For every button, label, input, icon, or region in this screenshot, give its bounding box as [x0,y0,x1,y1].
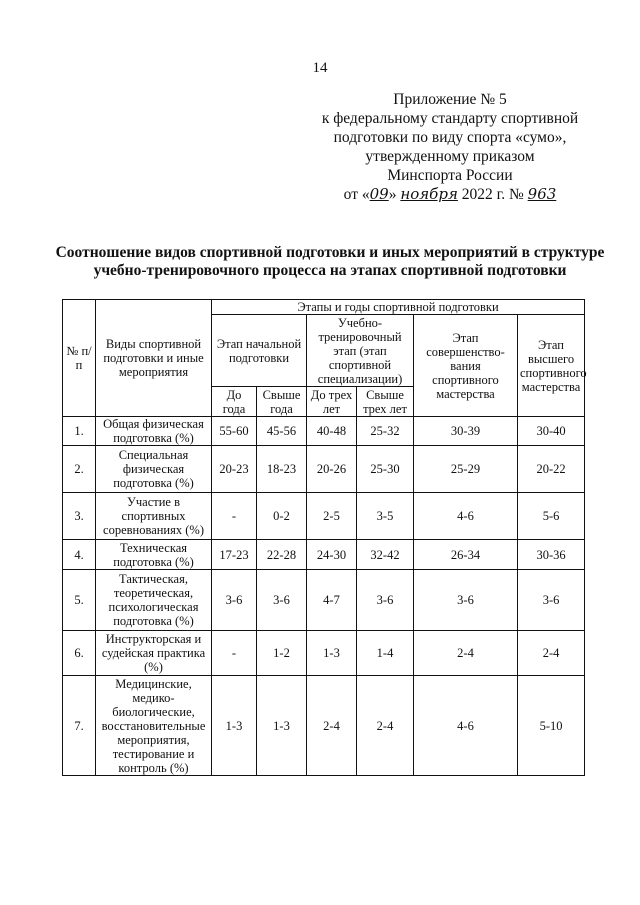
cell-value: 3-6 [357,570,414,631]
cell-value: 3-5 [357,493,414,540]
row-name: Медицинские, медико-биологические, восстановительные мероприятия, тестирование и контроль (%) [96,676,212,776]
header-over-three: Свыше трех лет [357,387,414,417]
header-up-to-year: До года [212,387,257,417]
cell-value: 30-40 [518,417,585,446]
appendix-block [300,90,600,204]
cell-value: 3-6 [414,570,518,631]
date-prefix: от « [343,186,370,203]
cell-value: 1-4 [357,631,414,676]
cell-value: 1-3 [212,676,257,776]
cell-value: 4-6 [414,493,518,540]
row-name: Тактическая, теоретическая, психологическая подготовка (%) [96,570,212,631]
table-row [63,446,585,493]
row-num: 6. [63,631,96,676]
row-num: 3. [63,493,96,540]
row-num: 1. [63,417,96,446]
date-mid: » [388,186,397,203]
title-line-1: Соотношение видов спортивной подготовки и иных мероприятий в структуре [55,244,605,261]
row-num: 5. [63,570,96,631]
title-line-2: учебно-тренировочного процесса на этапах спортивной подготовки [93,262,567,279]
cell-value: 25-29 [414,446,518,493]
appendix-line-4: утвержденному приказом [365,148,535,165]
cell-value: - [212,493,257,540]
table-row [63,540,585,570]
cell-value: 24-30 [307,540,357,570]
document-title [40,244,620,280]
appendix-line-1: Приложение № 5 [393,91,507,108]
cell-value: 3-6 [212,570,257,631]
appendix-line-3: подготовки по виду спорта «сумо», [333,129,567,146]
cell-value: 45-56 [257,417,307,446]
table-row [63,631,585,676]
cell-value: 3-6 [518,570,585,631]
cell-value: 1-3 [257,676,307,776]
row-num: 2. [63,446,96,493]
cell-value: 20-26 [307,446,357,493]
cell-value: 55-60 [212,417,257,446]
header-kind: Виды спортивной подготовки и иные мероприятия [96,300,212,417]
cell-value: 30-39 [414,417,518,446]
training-ratio-table [62,299,585,776]
table-row [63,417,585,446]
header-num: № п/п [63,300,96,417]
order-number: 963 [527,185,557,203]
header-stages: Этапы и годы спортивной подготовки [212,300,585,315]
cell-value: 1-2 [257,631,307,676]
header-improvement-stage: Этап совершенство-вания спортивного мастерства [414,315,518,417]
cell-value: 22-28 [257,540,307,570]
cell-value: 30-36 [518,540,585,570]
row-name: Техническая подготовка (%) [96,540,212,570]
date-day: 09 [369,185,389,203]
appendix-date-line [300,185,600,204]
header-higher-stage: Этап высшего спортивного мастерства [518,315,585,417]
cell-value: 5-10 [518,676,585,776]
row-num: 4. [63,540,96,570]
row-name: Участие в спортивных соревнованиях (%) [96,493,212,540]
appendix-line-5: Минспорта России [387,167,513,184]
header-training-stage: Учебно-тренировочный этап (этап спортивной специализации) [307,315,414,387]
cell-value: - [212,631,257,676]
row-name: Инструкторская и судейская практика (%) [96,631,212,676]
row-name: Специальная физическая подготовка (%) [96,446,212,493]
cell-value: 4-7 [307,570,357,631]
cell-value: 17-23 [212,540,257,570]
cell-value: 25-30 [357,446,414,493]
cell-value: 3-6 [257,570,307,631]
table-row [63,570,585,631]
cell-value: 18-23 [257,446,307,493]
cell-value: 20-23 [212,446,257,493]
cell-value: 2-5 [307,493,357,540]
row-num: 7. [63,676,96,776]
date-month: ноября [400,185,458,203]
cell-value: 2-4 [357,676,414,776]
cell-value: 2-4 [307,676,357,776]
table-row [63,493,585,540]
page-number: 14 [312,60,328,76]
cell-value: 2-4 [414,631,518,676]
header-over-year: Свыше года [257,387,307,417]
cell-value: 32-42 [357,540,414,570]
cell-value: 5-6 [518,493,585,540]
cell-value: 1-3 [307,631,357,676]
cell-value: 2-4 [518,631,585,676]
header-initial-stage: Этап начальной подготовки [212,315,307,387]
table-row [63,676,585,776]
header-row-1 [63,300,585,315]
date-year: 2022 г. № [461,186,524,203]
cell-value: 40-48 [307,417,357,446]
cell-value: 25-32 [357,417,414,446]
cell-value: 4-6 [414,676,518,776]
header-up-to-three: До трех лет [307,387,357,417]
row-name: Общая физическая подготовка (%) [96,417,212,446]
appendix-line-2: к федеральному стандарту спортивной [321,110,579,127]
cell-value: 20-22 [518,446,585,493]
cell-value: 0-2 [257,493,307,540]
cell-value: 26-34 [414,540,518,570]
